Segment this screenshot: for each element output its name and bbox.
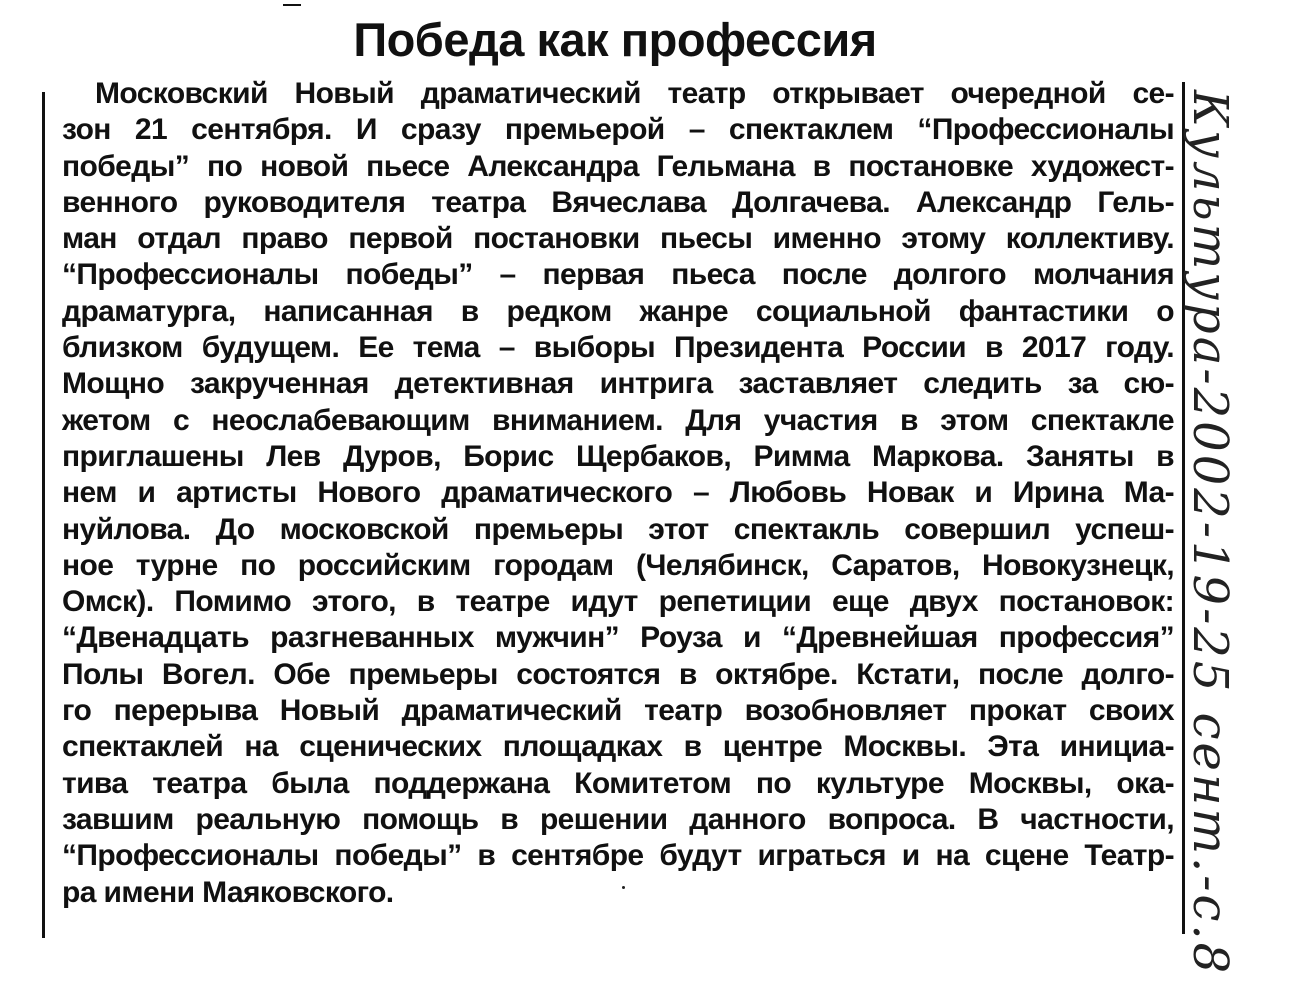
article-line: го перерыва Новый драматический театр возобновляет прокат своих — [62, 694, 1174, 728]
article-line: приглашены Лев Дуров, Борис Щербаков, Римма Маркова. Заняты в — [62, 439, 1174, 473]
article-body — [62, 76, 1174, 911]
article-line: “Двенадцать разгневанных мужчин” Роуза и “Древнейшая профессия” — [62, 621, 1174, 655]
article-line: ра имени Маяковского. — [62, 875, 394, 909]
article-line: завшим реальную помощь в решении данного вопроса. В частности, — [62, 802, 1174, 836]
article-line: зон 21 сентября. И сразу премьерой – спектаклем “Профессионалы — [62, 113, 1174, 147]
article-line: нем и артисты Нового драматического – Любовь Новак и Ирина Ма- — [62, 476, 1174, 510]
article-line: нуйлова. До московской премьеры этот спектакль совершил успеш- — [62, 512, 1174, 546]
article-line: тива театра была поддержана Комитетом по культуре Москвы, ока- — [62, 766, 1174, 800]
article-line: жетом с неослабевающим вниманием. Для участия в этом спектакле — [62, 403, 1174, 437]
top-dash-mark — [283, 4, 301, 6]
article-line: Московский Новый драматический театр открывает очередной се- — [95, 77, 1174, 110]
article-line: “Профессионалы победы” в сентябре будут играться и на сцене Театр- — [62, 839, 1174, 873]
article-line: Полы Вогел. Обе премьеры состоятся в октябре. Кстати, после долго- — [62, 657, 1174, 691]
article-line: Мощно закрученная детективная интрига заставляет следить за сю- — [62, 367, 1174, 401]
article-line: спектаклей на сценических площадках в центре Москвы. Эта инициа- — [62, 730, 1174, 764]
article-line: “Профессионалы победы” – первая пьеса после долгого молчания — [62, 258, 1174, 292]
article-headline: Победа как профессия — [353, 13, 877, 66]
handwritten-note-text: Культура-2002-19-25 сент.-с.8 — [1182, 90, 1238, 977]
article-line: Омск). Помимо этого, в театре идут репетиции еще двух постановок: — [62, 585, 1174, 619]
article-line: близком будущем. Ее тема – выборы Президента России в 2017 году. — [62, 331, 1174, 365]
article-line: ное турне по российским городам (Челябинск, Саратов, Новокузнецк, — [62, 548, 1174, 582]
article-line: победы” по новой пьесе Александра Гельмана в постановке художест- — [62, 149, 1174, 183]
article-line: венного руководителя театра Вячеслава Долгачева. Александр Гель- — [62, 185, 1174, 219]
print-speck — [622, 886, 625, 889]
left-column-rule — [42, 92, 45, 938]
article-line: ман отдал право первой постановки пьесы именно этому коллективу. — [62, 222, 1174, 256]
article-line: драматурга, написанная в редком жанре социальной фантастики о — [62, 294, 1174, 328]
